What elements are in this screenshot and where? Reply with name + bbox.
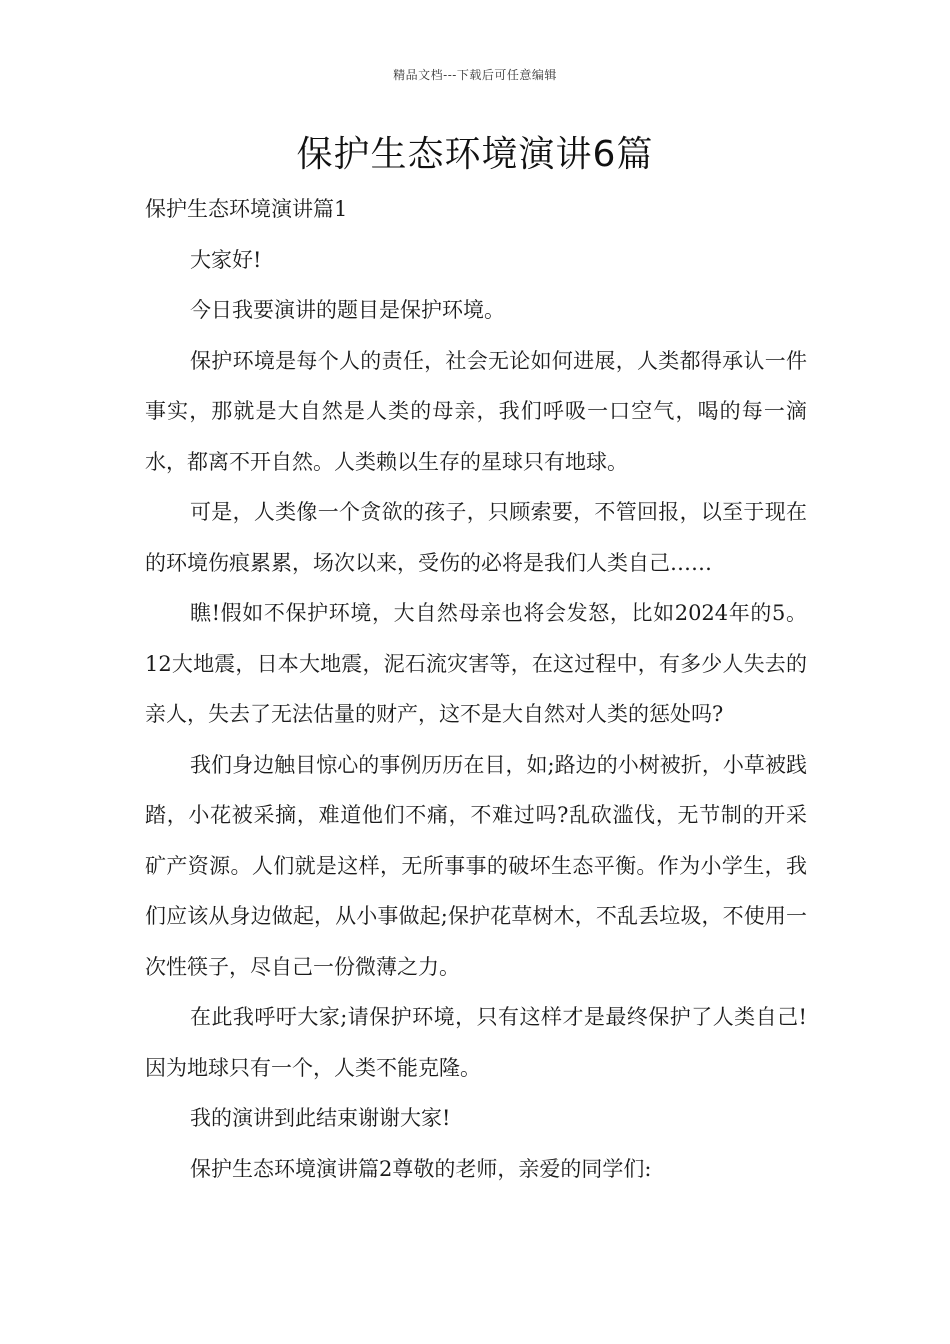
paragraph: 保护环境是每个人的责任，社会无论如何进展，人类都得承认一件事实，那就是大自然是人类的母亲，我们呼吸一口空气，喝的每一滴水，都离不开自然。人类赖以生存的星球只有地球。 [145, 348, 807, 474]
paragraph-topic: 今日我要演讲的题目是保护环境。 [190, 298, 505, 322]
paragraph: 可是，人类像一个贪欲的孩子，只顾索要，不管回报，以至于现在的环境伤痕累累，场次以来，受伤的必将是我们人类自己…… [145, 500, 807, 575]
paragraph: 我们身边触目惊心的事例历历在目，如;路边的小树被折，小草被践踏，小花被采摘，难道他们不痛，不难过吗?乱砍滥伐，无节制的开采矿产资源。人们就是这样，无所事事的破坏生态平衡。作为小学生，我们应该从身边做起，从小事做起;保护花草树木，不乱丢垃圾，不使用一次性筷子，尽自己一份微薄之力。 [145, 752, 807, 979]
paragraph: 在此我呼吁大家;请保护环境，只有这样才是最终保护了人类自己!因为地球只有一个，人类不能克隆。 [145, 1005, 807, 1080]
document-title: 保护生态环境演讲6篇 [296, 134, 654, 175]
paragraph: 瞧!假如不保护环境，大自然母亲也将会发怒，比如2024年的5。12大地震，日本大地震，泥石流灾害等，在这过程中，有多少人失去的亲人，失去了无法估量的财产，这不是大自然对人类的惩处吗? [145, 601, 807, 726]
section-heading: 保护生态环境演讲篇1 [145, 197, 348, 221]
page-header-watermark: 精品文档---下载后可任意编辑 [393, 68, 557, 82]
paragraph-closing: 我的演讲到此结束谢谢大家! [190, 1106, 451, 1130]
paragraph-section2-start: 保护生态环境演讲篇2尊敬的老师，亲爱的同学们: [190, 1156, 652, 1181]
document-body [145, 184, 807, 1194]
paragraph-greeting: 大家好! [190, 247, 262, 272]
